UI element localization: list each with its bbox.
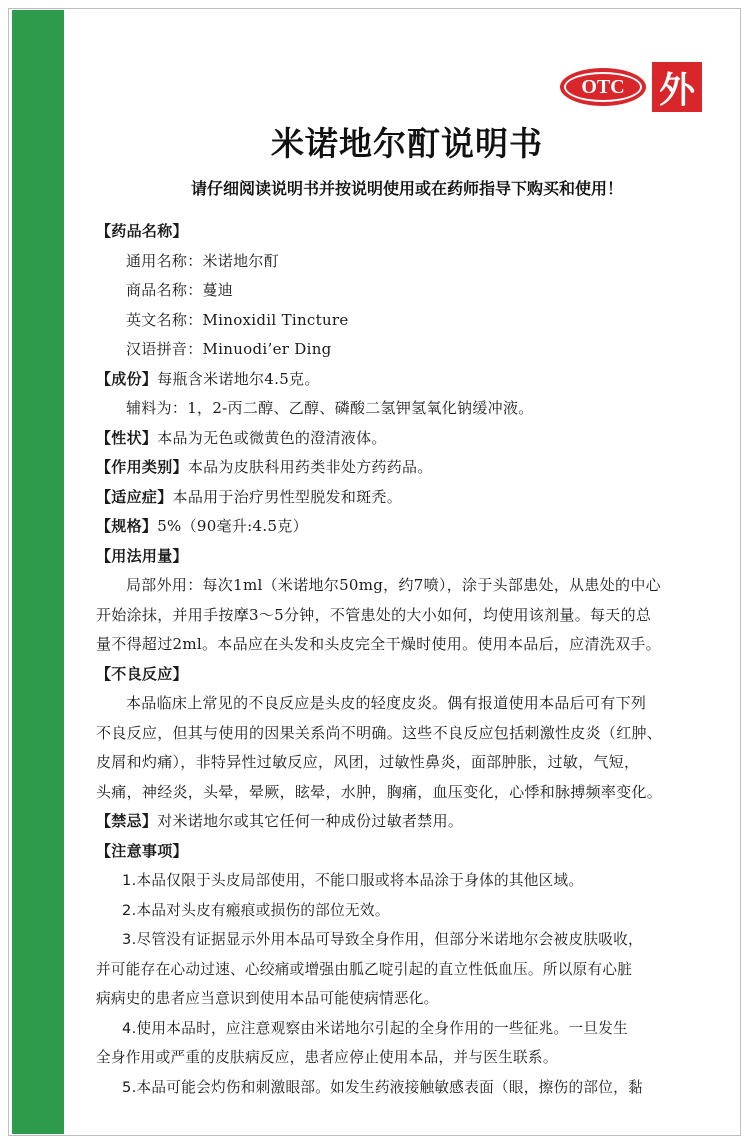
section-heading-drug-name: 【药品名称】	[96, 222, 188, 240]
external-use-mark: 外	[652, 62, 702, 112]
precaution-line: 5.本品可能会灼伤和刺激眼部。如发生药液接触敏感表面（眼，擦伤的部位，黏	[122, 1078, 643, 1096]
dosage-line: 开始涂抹，并用手按摩3～5分钟，不管患处的大小如何，均使用该剂量。每天的总	[96, 605, 652, 624]
precaution-line: 1.本品仅限于头皮局部使用，不能口服或将本品涂于身体的其他区域。	[122, 872, 584, 889]
description-row	[96, 424, 696, 454]
category-row	[96, 453, 696, 483]
indication-text: 本品用于治疗男性型脱发和斑秃。	[172, 487, 403, 506]
indication-row	[96, 483, 696, 513]
ingredients-text: 每瓶含米诺地尔4.5克。	[157, 369, 320, 388]
ingredients-row	[96, 365, 696, 395]
section-heading-spec: 【规格】	[96, 517, 158, 535]
dosage-line: 量不得超过2ml。本品应在头发和头皮完全干燥时使用。使用本品后，应清洗双手。	[96, 635, 661, 653]
spec-text: 5%（90毫升:4.5克）	[157, 517, 308, 535]
section-heading-ingredients: 【成份】	[96, 369, 158, 388]
document-subtitle: 请仔细阅读说明书并按说明使用或在药师指导下购买和使用！	[190, 179, 623, 198]
section-heading-contraindication: 【禁忌】	[96, 812, 158, 830]
adverse-line: 本品临床上常见的不良反应是头皮的轻度皮炎。偶有报道使用本品后可有下列	[126, 694, 647, 712]
adverse-line: 皮屑和灼痛），非特异性过敏反应，风团，过敏性鼻炎，面部肿胀，过敏，气短，	[96, 753, 640, 771]
spec-row	[96, 512, 696, 542]
section-heading-dosage: 【用法用量】	[96, 546, 188, 565]
section-heading-description: 【性状】	[96, 428, 158, 447]
section-heading-category: 【作用类别】	[96, 458, 188, 476]
otc-label: OTC	[564, 72, 642, 102]
excipients-text: 辅料为：1，2-丙二醇、乙醇、磷酸二氢钾氢氧化钠缓冲液。	[126, 399, 534, 417]
english-name: 英文名称：Minoxidil Tincture	[126, 310, 349, 329]
otc-logo	[560, 68, 646, 106]
precaution-line: 全身作用或严重的皮肤病反应，患者应停止使用本品，并与医生联系。	[96, 1049, 558, 1066]
section-heading-indication: 【适应症】	[96, 487, 173, 506]
section-heading-adverse: 【不良反应】	[96, 664, 188, 683]
precaution-line: 3.尽管没有证据显示外用本品可导致全身作用，但部分米诺地尔会被皮肤吸收，	[122, 931, 643, 948]
green-side-bar	[12, 10, 64, 1134]
precaution-line: 2.本品对头皮有瘢痕或损伤的部位无效。	[122, 901, 390, 919]
trade-name: 商品名称：蔓迪	[126, 281, 234, 299]
precaution-line: 病病史的患者应当意识到使用本品可能使病情恶化。	[96, 990, 439, 1007]
generic-name: 通用名称：米诺地尔酊	[126, 251, 280, 270]
dosage-line: 局部外用：每次1ml（米诺地尔50mg，约7喷），涂于头部患处，从患处的中心	[126, 576, 661, 594]
contraindication-row	[96, 807, 696, 837]
precaution-line: 并可能存在心动过速、心绞痛或增强由胍乙啶引起的直立性低血压。所以原有心脏	[96, 960, 633, 978]
pinyin-name: 汉语拼音：Minuodi’er Ding	[126, 340, 332, 358]
adverse-line: 头痛，神经炎，头晕，晕厥，眩晕，水肿，胸痛，血压变化，心悸和脉搏频率变化。	[96, 782, 663, 801]
section-heading-precautions: 【注意事项】	[96, 841, 188, 860]
leaflet-content	[96, 217, 696, 1102]
document-title: 米诺地尔酊说明书	[271, 124, 543, 163]
contraindication-text: 对米诺地尔或其它任何一种成份过敏者禁用。	[157, 812, 464, 830]
description-text: 本品为无色或微黄色的澄清液体。	[157, 428, 387, 447]
precaution-line: 4.使用本品时，应注意观察由米诺地尔引起的全身作用的一些征兆。一旦发生	[122, 1019, 629, 1037]
category-text: 本品为皮肤科用药类非处方药药品。	[187, 458, 433, 476]
adverse-line: 不良反应，但其与使用的因果关系尚不明确。这些不良反应包括刺激性皮炎（红肿、	[96, 723, 663, 742]
